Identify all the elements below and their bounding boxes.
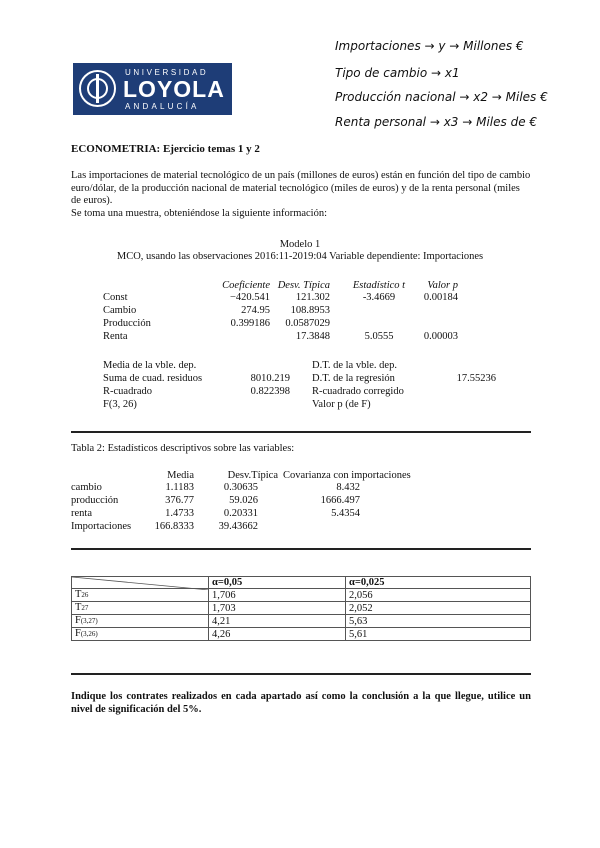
- stat-subscript: 27: [81, 604, 89, 612]
- stat-label: D.T. de la vble. dep.: [312, 360, 397, 371]
- intro-sample-text: Se toma una muestra, obteniéndose la siguiente información:: [71, 207, 328, 219]
- coef-value: −420.541: [229, 292, 270, 303]
- table-row: [72, 589, 531, 602]
- table2-media: 376.77: [165, 495, 194, 506]
- critical-row-label: [72, 615, 209, 628]
- handwritten-note: Renta personal → x3 → Miles de €: [335, 115, 538, 129]
- logo-emblem-icon: [79, 70, 116, 107]
- critical-value-05: 4,21: [209, 615, 346, 628]
- t-value: -3.4669: [362, 292, 396, 303]
- stat-subscript: 26: [81, 591, 89, 599]
- coef-row-name: Const: [103, 292, 128, 303]
- table2-header-media: Media: [167, 470, 194, 481]
- stat-subscript: (3,27): [80, 617, 98, 625]
- divider: [71, 548, 531, 550]
- table-row: [72, 628, 531, 641]
- coef-value: 0.399186: [230, 318, 270, 329]
- diagonal-line-icon: [72, 577, 209, 590]
- final-instruction: Indique los contrates realizados en cada apartado así como la conclusión a la que llegue, utilice un nivel de significación del 5%.: [71, 691, 531, 715]
- model-subtitle: MCO, usando las observaciones 2016:11-2019:04 Variable dependiente: Importaciones: [116, 251, 484, 262]
- header-coef: Coeficiente: [222, 280, 270, 291]
- divider: [71, 673, 531, 675]
- divider: [71, 431, 531, 433]
- se-value: 17.3848: [295, 331, 330, 342]
- model-title: Modelo 1: [279, 239, 321, 250]
- stat-symbol: F: [75, 628, 81, 639]
- table2-media: 1.1183: [165, 482, 194, 493]
- header-alpha-05: α=0,05: [209, 577, 346, 589]
- document-title: ECONOMETRIA: Ejercicio temas 1 y 2: [71, 143, 260, 155]
- critical-row-label: [72, 589, 209, 602]
- table2-header-dt: Desv.Típica: [227, 470, 278, 481]
- header-alpha-025: α=0,025: [346, 577, 531, 589]
- table2-row-name: Importaciones: [71, 521, 132, 532]
- table-header-row: [72, 577, 531, 589]
- se-value: 0.0587029: [285, 318, 330, 329]
- table2-dt: 39.43662: [218, 521, 258, 532]
- critical-value-025: 5,63: [346, 615, 531, 628]
- stat-value: 17.55236: [456, 373, 496, 384]
- stat-label: Suma de cuad. residuos: [103, 373, 203, 384]
- stat-symbol: F: [75, 615, 81, 626]
- t-value: 5.0555: [364, 331, 394, 342]
- table2-row-name: producción: [71, 495, 119, 506]
- table-row: [72, 602, 531, 615]
- stat-label: Media de la vble. dep.: [103, 360, 197, 371]
- table2-row-name: cambio: [71, 482, 102, 493]
- handwritten-note: Importaciones → y → Millones €: [335, 39, 524, 53]
- handwritten-note: Producción nacional → x2 → Miles €: [335, 90, 548, 104]
- corner-cell: [72, 577, 209, 589]
- p-value: 0.00184: [423, 292, 458, 303]
- table2-header-cov: Covarianza con importaciones: [283, 470, 411, 481]
- table2-row-name: renta: [71, 508, 92, 519]
- critical-row-label: [72, 628, 209, 641]
- logo-top-text: UNIVERSIDAD: [125, 68, 209, 77]
- stat-label: R-cuadrado: [103, 386, 152, 397]
- handwritten-note: Tipo de cambio → x1: [335, 66, 460, 80]
- logo-bottom-text: ANDALUCÍA: [125, 102, 200, 111]
- table2-dt: 0.20331: [223, 508, 258, 519]
- stat-label: D.T. de la regresión: [312, 373, 395, 384]
- table2-dt: 59.026: [229, 495, 258, 506]
- critical-row-label: [72, 602, 209, 615]
- coef-value: 274.95: [241, 305, 270, 316]
- logo-main-text: LOYOLA: [123, 76, 225, 102]
- stat-value: 0.822398: [250, 386, 290, 397]
- stat-label: Valor p (de F): [312, 399, 371, 410]
- critical-value-025: 2,052: [346, 602, 531, 615]
- stat-symbol: T: [75, 602, 82, 613]
- stat-symbol: T: [75, 589, 82, 600]
- university-logo: [73, 63, 232, 115]
- p-value: 0.00003: [423, 331, 458, 342]
- header-se: Desv. Típica: [277, 280, 330, 291]
- critical-value-05: 4,26: [209, 628, 346, 641]
- se-value: 108.8953: [290, 305, 330, 316]
- coef-row-name: Cambio: [103, 305, 137, 316]
- coef-row-name: Renta: [103, 331, 128, 342]
- table-row: [72, 615, 531, 628]
- critical-value-05: 1,706: [209, 589, 346, 602]
- table2-caption: Tabla 2: Estadísticos descriptivos sobre las variables:: [71, 443, 295, 454]
- header-p: Valor p: [427, 280, 458, 291]
- intro-text: Las importaciones de material tecnológico de un país (millones de euros) están en función del tipo de cambio euro/dólar, de la producción nacional de material tecnológico (miles de euros) y de la renta personal (miles de euros).: [71, 170, 531, 206]
- table2-cov: 1666.497: [320, 495, 360, 506]
- critical-value-05: 1,703: [209, 602, 346, 615]
- coef-row-name: Producción: [103, 318, 151, 329]
- table2-dt: 0.30635: [223, 482, 258, 493]
- critical-value-025: 5,61: [346, 628, 531, 641]
- stat-value: 8010.219: [250, 373, 290, 384]
- table2-media: 1.4733: [165, 508, 194, 519]
- stat-subscript: (3,26): [80, 630, 98, 638]
- intro-paragraph: [71, 170, 531, 220]
- table2-cov: 5.4354: [331, 508, 360, 519]
- header-t: Estadístico t: [352, 280, 406, 291]
- table2-media: 166.8333: [154, 521, 194, 532]
- stat-label: R-cuadrado corregido: [312, 386, 404, 397]
- critical-values-table: [71, 576, 531, 641]
- critical-value-025: 2,056: [346, 589, 531, 602]
- table2-cov: 8.432: [336, 482, 360, 493]
- se-value: 121.302: [295, 292, 330, 303]
- stat-label: F(3, 26): [103, 399, 137, 410]
